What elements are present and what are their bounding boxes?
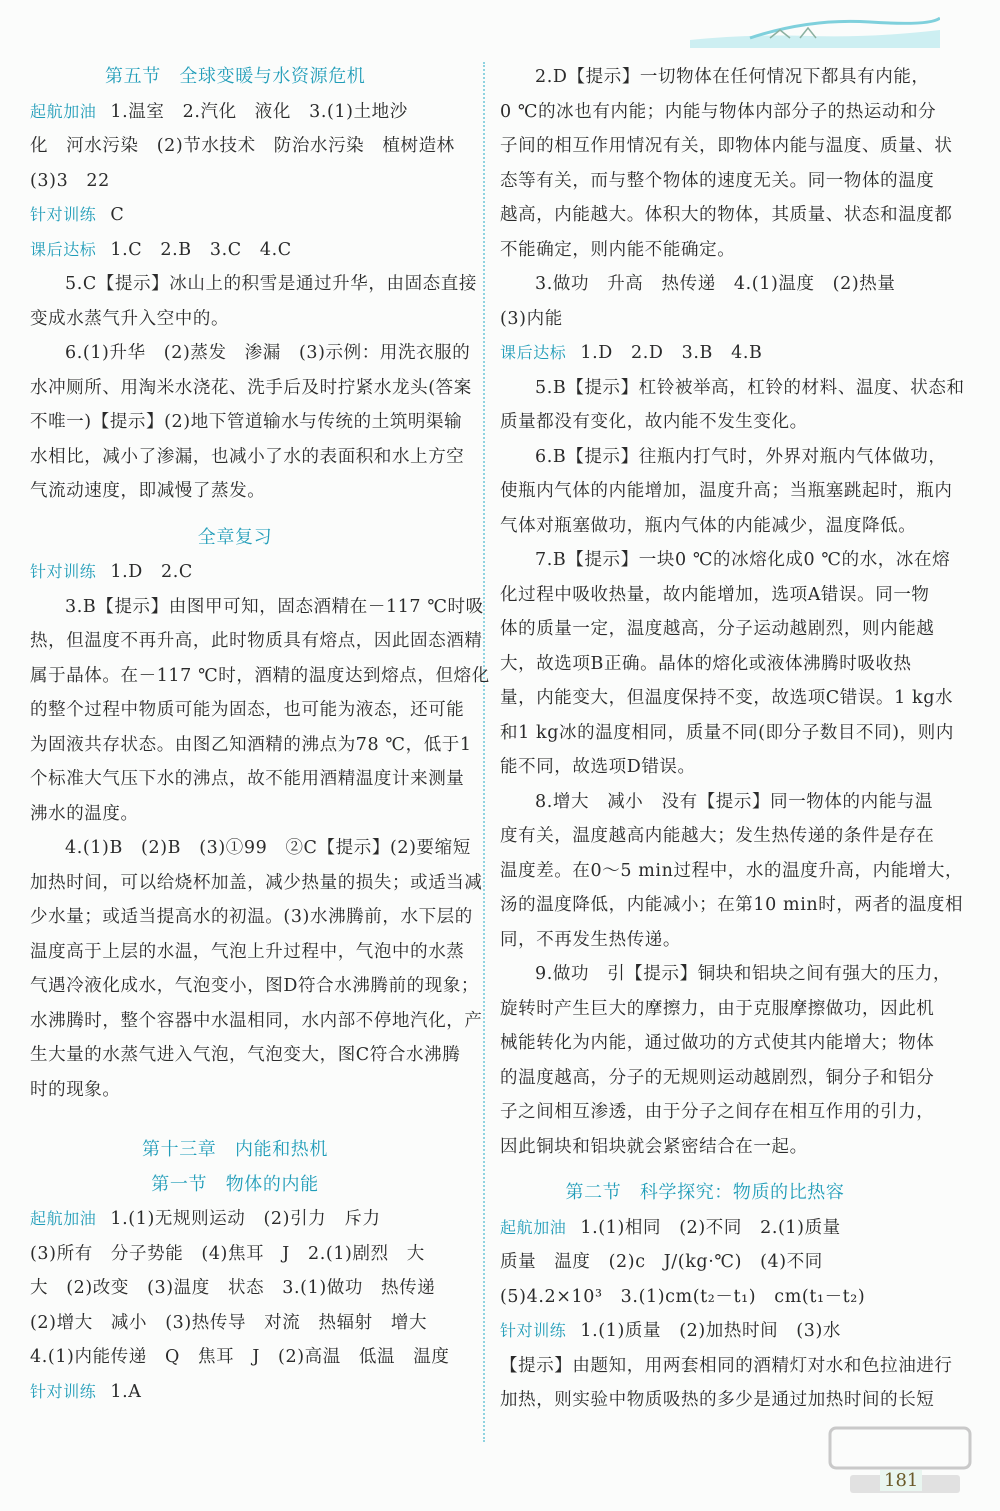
- label-kehou: 课后达标: [30, 239, 97, 259]
- answer-text: 4.(1)B (2)B (3)①99 ②C【提示】(2)要缩短: [65, 838, 471, 858]
- answer-text: 0 ℃的冰也有内能；内能与物体内部分子的热运动和分: [500, 101, 937, 122]
- section-title: 第二节 科学探究：物质的比热容: [565, 1182, 845, 1203]
- label-zhendui: 针对训练: [30, 205, 97, 224]
- answer-text: 1.D 2.C: [110, 562, 193, 582]
- label-zhendui: 针对训练: [30, 1381, 97, 1401]
- answer-text: 3.做功 升高 热传递 4.(1)温度 (2)热量: [535, 274, 896, 294]
- answer-text: 气体对瓶塞做功，瓶内气体的内能减少，温度降低。: [500, 515, 917, 536]
- answer-text: 大 (2)改变 (3)温度 状态 3.(1)做功 热传递: [30, 1278, 436, 1298]
- answer-text: 热，但温度不再升高，此时物质具有熔点，因此固态酒精: [30, 631, 483, 651]
- answer-text: (2)增大 减小 (3)热传导 对流 热辐射 增大: [30, 1312, 428, 1333]
- answer-text: 6.(1)升华 (2)蒸发 渗漏 (3)示例：用洗衣服的: [65, 343, 471, 363]
- answer-text: 6.B【提示】往瓶内打气时，外界对瓶内气体做功，: [535, 446, 947, 467]
- answer-text: 质量 温度 (2)c J/(kg·℃) (4)不同: [500, 1252, 823, 1272]
- answer-text: 不能确定，则内能不能确定。: [500, 239, 736, 260]
- answer-text: 子之间相互渗透，由于分子之间存在相互作用的引力，: [500, 1102, 935, 1122]
- answer-text: 【提示】由题知，用两套相同的酒精灯对水和色拉油进行: [500, 1355, 953, 1376]
- chapter-title: 第十三章 内能和热机: [142, 1139, 328, 1160]
- answer-text: 体的质量一定，温度越高，分子运动越剧烈，则内能越: [500, 619, 935, 639]
- answer-text: 化 河水污染 (2)节水技术 防治水污染 植树造林: [30, 136, 455, 156]
- answer-text: C: [110, 205, 125, 225]
- answer-text: 加热时间，可以给烧杯加盖，减少热量的损失；或适当减: [30, 872, 483, 893]
- answer-text: 量，内能变大，但温度保持不变，故选项C错误。1 kg水: [500, 688, 954, 708]
- answer-text: 8.增大 减小 没有【提示】同一物体的内能与温: [535, 791, 933, 812]
- answer-text: 少水量；或适当提高水的初温。(3)水沸腾前，水下层的: [30, 907, 473, 927]
- answer-text: 水相比，减小了渗漏，也减小了水的表面积和水上方空: [30, 446, 465, 467]
- answer-text: 1.A: [110, 1381, 142, 1402]
- answer-text: 化过程中吸收热量，故内能增加，选项A错误。同一物: [500, 584, 930, 605]
- answer-text: 生大量的水蒸气进入气泡，气泡变大，图C符合水沸腾: [30, 1045, 461, 1065]
- answer-text: 加热，则实验中物质吸热的多少是通过加热时间的长短: [500, 1390, 935, 1410]
- answer-text: (3)所有 分子势能 (4)焦耳 J 2.(1)剧烈 大: [30, 1243, 425, 1264]
- answer-text: 1.温室 2.汽化 液化 3.(1)土地沙: [110, 101, 408, 122]
- answer-text: 械能转化为内能，通过做功的方式使其内能增大；物体: [500, 1033, 935, 1053]
- answer-text: 温度高于上层的水温，气泡上升过程中，气泡中的水蒸: [30, 941, 465, 962]
- answer-text: 和1 kg冰的温度相同，质量不同(即分子数目不同)，则内: [500, 722, 954, 743]
- answer-text: 9.做功 引【提示】铜块和铝块之间有强大的压力，: [535, 964, 952, 984]
- answer-text: 气流动速度，即减慢了蒸发。: [30, 481, 266, 501]
- answer-text: 温度差。在0～5 min过程中，水的温度升高，内能增大，: [500, 860, 964, 881]
- answer-text: 气遇冷液化成水，气泡变小，图D符合水沸腾前的现象；: [30, 976, 480, 996]
- answer-text: 水沸腾时，整个容器中水温相同，水内部不停地汽化，产: [30, 1010, 483, 1031]
- answer-text: 子间的相互作用情况有关，即物体内能与温度、质量、状: [500, 136, 953, 156]
- answer-text: 不唯一)【提示】(2)地下管道输水与传统的土筑明渠输: [30, 412, 463, 432]
- answer-text: 1.D 2.D 3.B 4.B: [580, 343, 763, 363]
- answer-text: 1.(1)无规则运动 (2)引力 斥力: [110, 1209, 381, 1229]
- answer-text: 因此铜块和铝块就会紧密结合在一起。: [500, 1136, 808, 1157]
- label-zhendui: 针对训练: [30, 562, 97, 581]
- section-title: 全章复习: [197, 526, 273, 548]
- label-kehou: 课后达标: [500, 343, 567, 362]
- answer-text: 度有关，温度越高内能越大；发生热传递的条件是存在: [500, 826, 935, 846]
- right-column: [500, 60, 965, 1418]
- answer-text: 的整个过程中物质可能为固态，也可能为液态，还可能: [30, 700, 465, 720]
- answer-text: 5.B【提示】杠铃被举高，杠铃的材料、温度、状态和: [535, 377, 965, 398]
- answer-text: 7.B【提示】一块0 ℃的冰熔化成0 ℃的水，冰在熔: [535, 550, 951, 570]
- header-wave-decoration: [690, 8, 940, 48]
- answer-text: 为固液共存状态。由图乙知酒精的沸点为78 ℃，低于1: [30, 734, 472, 755]
- answer-text: 的温度越高，分子的无规则运动越剧烈，铜分子和铝分: [500, 1067, 935, 1088]
- label-zhendui: 针对训练: [500, 1321, 567, 1340]
- answer-text: 时的现象。: [30, 1079, 121, 1100]
- answer-text: 个标准大气压下水的沸点，故不能用酒精温度计来测量: [30, 769, 465, 789]
- answer-text: 水冲厕所、用淘米水浇花、洗手后及时拧紧水龙头(答案: [30, 377, 472, 398]
- answer-text: 大，故选项B正确。晶体的熔化或液体沸腾时吸收热: [500, 653, 912, 674]
- answer-text: 2.D【提示】一切物体在任何情况下都具有内能，: [535, 67, 930, 87]
- answer-text: 旋转时产生巨大的摩擦力，由于克服摩擦做功，因此机: [500, 998, 935, 1019]
- section-title: 第五节 全球变暖与水资源危机: [105, 66, 366, 87]
- answer-text: 4.(1)内能传递 Q 焦耳 J (2)高温 低温 温度: [30, 1347, 450, 1367]
- answer-text: 能不同，故选项D错误。: [500, 757, 696, 777]
- answer-text: (3)内能: [500, 308, 563, 329]
- answer-text: 汤的温度降低，内能减小；在第10 min时，两者的温度相: [500, 895, 964, 915]
- answer-text: 同，不再发生热传递。: [500, 929, 681, 950]
- answer-text: 质量都没有变化，故内能不发生变化。: [500, 412, 808, 432]
- left-column: [30, 60, 490, 1409]
- answer-text: 使瓶内气体的内能增加，温度升高；当瓶塞跳起时，瓶内: [500, 481, 953, 501]
- label-qihang: 起航加油: [30, 1209, 97, 1228]
- answer-text: (3)3 22: [30, 170, 110, 191]
- answer-text: 5.C【提示】冰山上的积雪是通过升华，由固态直接: [65, 274, 477, 294]
- answer-text: 1.(1)相同 (2)不同 2.(1)质量: [580, 1217, 841, 1238]
- answer-text: 态等有关，而与整个物体的速度无关。同一物体的温度: [500, 170, 935, 191]
- answer-text: 1.C 2.B 3.C 4.C: [110, 239, 292, 260]
- label-qihang: 起航加油: [500, 1217, 567, 1237]
- page-number: 181: [880, 1470, 922, 1491]
- label-qihang: 起航加油: [30, 101, 97, 121]
- answer-text: 越高，内能越大。体积大的物体，其质量、状态和温度都: [500, 205, 953, 225]
- answer-text: 3.B【提示】由图甲可知，固态酒精在－117 ℃时吸: [65, 596, 484, 617]
- answer-text: (5)4.2×10³ 3.(1)cm(t₂－t₁) cm(t₁－t₂): [500, 1286, 866, 1307]
- answer-text: 变成水蒸气升入空中的。: [30, 308, 230, 329]
- answer-text: 1.(1)质量 (2)加热时间 (3)水: [580, 1321, 841, 1341]
- column-divider: [483, 62, 485, 1442]
- answer-text: 属于晶体。在－117 ℃时，酒精的温度达到熔点，但熔化: [30, 665, 490, 686]
- answer-text: 沸水的温度。: [30, 803, 139, 824]
- section-title: 第一节 物体的内能: [151, 1173, 319, 1195]
